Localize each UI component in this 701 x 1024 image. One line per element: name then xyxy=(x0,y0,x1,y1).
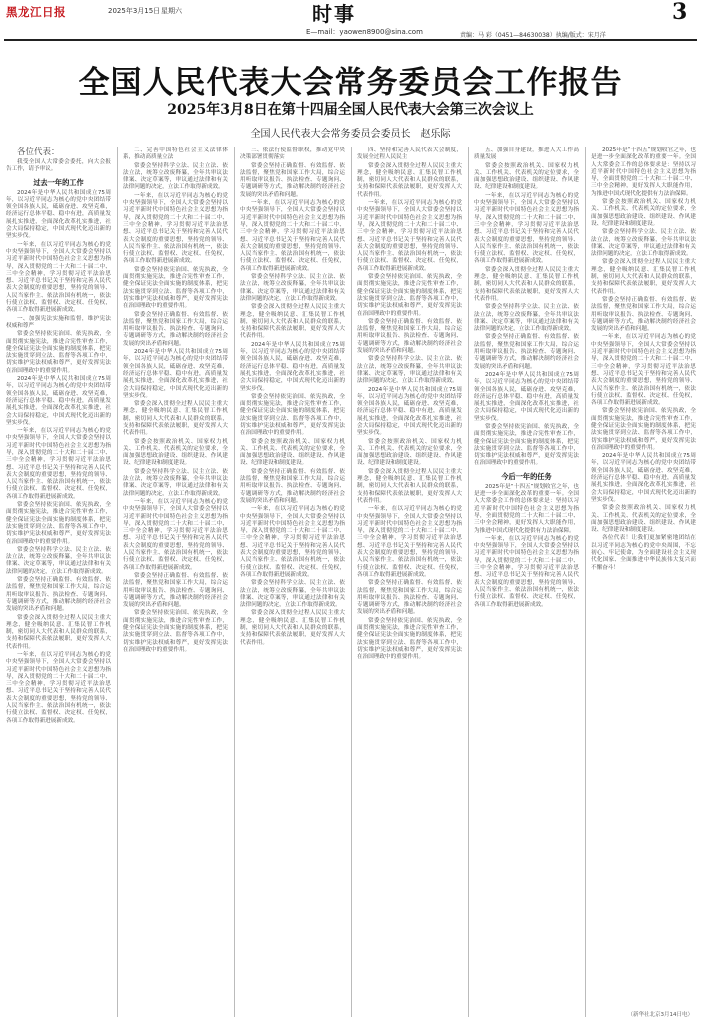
body-paragraph: 常委会坚持正确监督、有效监督、依法监督，聚焦党和国家工作大局，综合运用听取审议报告、执法检查、专题询问、专题调研等方式，推动解决制约经济社会发展的突出矛盾和问题。 xyxy=(240,162,345,198)
issue-weekday: 星期六 xyxy=(161,7,182,15)
body-paragraph: 常委会坚持依宪治国、依宪执政，全面贯彻实施宪法，推进合宪性审查工作，健全保证宪法全面实施的制度体系，把宪法实施贯穿到立法、监督等各项工作中，切实维护宪法权威和尊严，更好发挥宪法在治国理政中的重要作用。 xyxy=(240,393,345,437)
body-paragraph: 常委会坚持正确监督、有效监督、依法监督，聚焦党和国家工作大局，综合运用听取审议报告、执法检查、专题询问、专题调研等方式，推动解决制约经济社会发展的突出矛盾和问题。 xyxy=(591,296,696,333)
article-body xyxy=(6,147,696,1017)
body-paragraph: 常委会坚持正确监督、有效监督、依法监督，聚焦党和国家工作大局，综合运用听取审议报告、执法检查、专题询问、专题调研等方式，推动解决制约经济社会发展的突出矛盾和问题。 xyxy=(6,577,111,613)
body-paragraph: 常委会坚持科学立法、民主立法、依法立法，统筹立改废释纂，全年共审议法律案、决定草案等，审议通过法律和有关法律问题的决定，立法工作取得新成效。 xyxy=(123,468,228,497)
body-paragraph: 一年来，在以习近平同志为核心的党中央坚强领导下，全国人大常委会坚持以习近平新时代中国特色社会主义思想为指导，深入贯彻党的二十大和二十届二中、三中全会精神，学习贯彻习近平法治思想、习近平总书记关于坚持和完善人民代表大会制度的重要思想，坚持党的领导、人民当家作主、依法治国有机统一，依法行使立法权、监督权、决定权、任免权，各项工作取得新进展新成效。 xyxy=(474,192,579,265)
body-paragraph: 常委会深入贯彻全过程人民民主重大理念，健全吸纳民意、汇集民智工作机制，密切同人大代表和人民群众的联系，支持和保障代表依法履职，更好发挥人大代表作用。 xyxy=(357,468,462,504)
body-paragraph: 一、加强宪法实施和监督，维护宪法权威和尊严 xyxy=(6,315,111,329)
body-paragraph: 一年来，在以习近平同志为核心的党中央坚强领导下，全国人大常委会坚持以习近平新时代中国特色社会主义思想为指导，深入贯彻党的二十大和二十届二中、三中全会精神，学习贯彻习近平法治思想、习近平总书记关于坚持和完善人民代表大会制度的重要思想，坚持党的领导、人民当家作主、依法治国有机统一，依法行使立法权、监督权、决定权、任免权，各项工作取得新进展新成效。 xyxy=(123,498,228,571)
body-paragraph: 五、加强自身建设，推进人大工作高质量发展 xyxy=(474,147,579,161)
body-paragraph: 常委会坚持依宪治国、依宪执政，全面贯彻实施宪法，推进合宪性审查工作，健全保证宪法全面实施的制度体系，把宪法实施贯穿到立法、监督等各项工作中，切实维护宪法权威和尊严，更好发挥宪法在治国理政中的重要作用。 xyxy=(474,423,579,467)
body-paragraph: 一年来，在以习近平同志为核心的党中央坚强领导下，全国人大常委会坚持以习近平新时代中国特色社会主义思想为指导，深入贯彻党的二十大和二十届二中、三中全会精神，学习贯彻习近平法治思想、习近平总书记关于坚持和完善人民代表大会制度的重要思想，坚持党的领导、人民当家作主、依法治国有机统一，依法行使立法权、监督权、决定权、任免权，各项工作取得新进展新成效。 xyxy=(240,506,345,578)
body-paragraph: 常委会坚持依宪治国、依宪执政，全面贯彻实施宪法，推进合宪性审查工作，健全保证宪法全面实施的制度体系，把宪法实施贯穿到立法、监督等各项工作中，切实维护宪法权威和尊严，更好发挥宪法在治国理政中的重要作用。 xyxy=(123,610,228,653)
text-column-4 xyxy=(351,147,462,1017)
section-title: 时事 xyxy=(312,2,356,26)
body-paragraph: 一年来，在以习近平同志为核心的党中央坚强领导下，全国人大常委会坚持以习近平新时代中国特色社会主义思想为指导，深入贯彻党的二十大和二十届二中、三中全会精神，学习贯彻习近平法治思想、习近平总书记关于坚持和完善人民代表大会制度的重要思想，坚持党的领导、人民当家作主、依法治国有机统一，依法行使立法权、监督权、决定权、任免权，各项工作取得新进展新成效。 xyxy=(123,192,228,265)
body-paragraph: 三、依法行使监督职权，推动党中央决策部署贯彻落实 xyxy=(240,147,345,161)
body-paragraph: 常委会深入贯彻全过程人民民主重大理念，健全吸纳民意、汇集民智工作机制，密切同人大代表和人民群众的联系，支持和保障代表依法履职，更好发挥人大代表作用。 xyxy=(240,304,345,340)
text-column-3 xyxy=(234,147,345,1017)
body-paragraph: 常委会按照政治机关、国家权力机关、工作机关、代表机关的定位要求，全面加强思想政治建设、组织建设、作风建设、纪律建设和制度建设。 xyxy=(357,438,462,467)
body-paragraph: 常委会深入贯彻全过程人民民主重大理念，健全吸纳民意、汇集民智工作机制，密切同人大代表和人民群众的联系，支持和保障代表依法履职，更好发挥人大代表作用。 xyxy=(357,162,462,198)
article-headline: 全国人民代表大会常务委员会工作报告 xyxy=(78,65,623,101)
body-paragraph: 常委会坚持正确监督、有效监督、依法监督，聚焦党和国家工作大局，综合运用听取审议报告、执法检查、专题询问、专题调研等方式，推动解决制约经济社会发展的突出矛盾和问题。 xyxy=(123,572,228,609)
body-paragraph: 常委会按照政治机关、国家权力机关、工作机关、代表机关的定位要求，全面加强思想政治建设、组织建设、作风建设、纪律建设和制度建设。 xyxy=(591,199,696,227)
body-paragraph: 一年来，在以习近平同志为核心的党中央坚强领导下，全国人大常委会坚持以习近平新时代中国特色社会主义思想为指导，深入贯彻党的二十大和二十届二中、三中全会精神，学习贯彻习近平法治思想、习近平总书记关于坚持和完善人民代表大会制度的重要思想，坚持党的领导、人民当家作主、依法治国有机统一，依法行使立法权、监督权、决定权、任免权，各项工作取得新进展新成效。 xyxy=(591,334,696,407)
body-paragraph: 常委会深入贯彻全过程人民民主重大理念，健全吸纳民意、汇集民智工作机制，密切同人大代表和人民群众的联系，支持和保障代表依法履职，更好发挥人大代表作用。 xyxy=(240,610,345,646)
body-paragraph: 常委会坚持依宪治国、依宪执政，全面贯彻实施宪法，推进合宪性审查工作，健全保证宪法全面实施的制度体系，把宪法实施贯穿到立法、监督等各项工作中，切实维护宪法权威和尊严，更好发挥宪法在治国理政中的重要作用。 xyxy=(357,617,462,661)
section-heading-past-year: 过去一年的工作 xyxy=(33,177,84,187)
masthead-divider xyxy=(4,39,697,41)
body-paragraph: 常委会坚持科学立法、民主立法、依法立法，统筹立改废释纂，全年共审议法律案、决定草案等，审议通过法律和有关法律问题的决定，立法工作取得新成效。 xyxy=(240,580,345,609)
body-paragraph: 常委会坚持正确监督、有效监督、依法监督，聚焦党和国家工作大局，综合运用听取审议报告、执法检查、专题询问、专题调研等方式，推动解决制约经济社会发展的突出矛盾和问题。 xyxy=(357,318,462,355)
salutation: 各位代表： xyxy=(17,147,60,157)
body-paragraph: 一年来，在以习近平同志为核心的党中央坚强领导下，全国人大常委会坚持以习近平新时代中国特色社会主义思想为指导，深入贯彻党的二十大和二十届二中、三中全会精神，学习贯彻习近平法治思想、习近平总书记关于坚持和完善人民代表大会制度的重要思想，坚持党的领导、人民当家作主、依法治国有机统一，依法行使立法权、监督权、决定权、任免权，各项工作取得新进展新成效。 xyxy=(6,652,111,724)
body-paragraph: 二、完善中国特色社会主义法律体系，推动高质量立法 xyxy=(123,147,228,161)
contact-email[interactable]: E—mail：yaowen8900@sina.com xyxy=(306,28,423,36)
body-paragraph: 一年来，在以习近平同志为核心的党中央坚强领导下，全国人大常委会坚持以习近平新时代中国特色社会主义思想为指导，深入贯彻党的二十大和二十届二中、三中全会精神，学习贯彻习近平法治思想、习近平总书记关于坚持和完善人民代表大会制度的重要思想，坚持党的领导、人民当家作主、依法治国有机统一，依法行使立法权、监督权、决定权、任免权，各项工作取得新进展新成效。 xyxy=(357,506,462,578)
body-paragraph: 2025年是“十四五”规划收官之年，也是进一步全面深化改革的重要一年。全国人大常委会工作的总体要求是：坚持以习近平新时代中国特色社会主义思想为指导，全面贯彻党的二十大和二十届二中、三中全会精神，更好发挥人大职能作用，为推进中国式现代化提供有力法治保障。 xyxy=(591,147,696,197)
editor-credits: 责编：马 彩（0451—84630038）执编/版式：宋月洋 xyxy=(460,32,606,39)
body-paragraph: 2024年是中华人民共和国成立75周年，以习近平同志为核心的党中央团结带领全国各族人民，砥砺奋进、攻坚克难，经济运行总体平稳、稳中有进，高质量发展扎实推进，全面深化改革扎实推进，社会大局保持稳定，中国式现代化迈出新的坚实步伐。 xyxy=(240,341,345,392)
body-paragraph: 常委会深入贯彻全过程人民民主重大理念，健全吸纳民意、汇集民智工作机制，密切同人大代表和人民群众的联系，支持和保障代表依法履职，更好发挥人大代表作用。 xyxy=(123,401,228,437)
body-paragraph: 常委会坚持科学立法、民主立法、依法立法，统筹立改废释纂，全年共审议法律案、决定草案等，审议通过法律和有关法律问题的决定，立法工作取得新成效。 xyxy=(357,356,462,385)
body-paragraph: 2024年是中华人民共和国成立75周年，以习近平同志为核心的党中央团结带领全国各族人民，砥砺奋进、攻坚克难，经济运行总体平稳、稳中有进，高质量发展扎实推进，全面深化改革扎实推进，社会大局保持稳定，中国式现代化迈出新的坚实步伐。 xyxy=(357,386,462,437)
body-paragraph: 2024年是中华人民共和国成立75周年，以习近平同志为核心的党中央团结带领全国各族人民，砥砺奋进、攻坚克难，经济运行总体平稳、稳中有进，高质量发展扎实推进，全面深化改革扎实推进，社会大局保持稳定，中国式现代化迈出新的坚实步伐。 xyxy=(6,189,111,240)
body-paragraph: 常委会坚持正确监督、有效监督、依法监督，聚焦党和国家工作大局，综合运用听取审议报告、执法检查、专题询问、专题调研等方式，推动解决制约经济社会发展的突出矛盾和问题。 xyxy=(357,580,462,616)
body-paragraph: 常委会坚持依宪治国、依宪执政，全面贯彻实施宪法，推进合宪性审查工作，健全保证宪法全面实施的制度体系，把宪法实施贯穿到立法、监督等各项工作中，切实维护宪法权威和尊严，更好发挥宪法在治国理政中的重要作用。 xyxy=(123,266,228,310)
source-credit: （新华社北京3月14日电） xyxy=(627,1012,693,1018)
body-paragraph: 常委会坚持科学立法、民主立法、依法立法，统筹立改废释纂，全年共审议法律案、决定草案等，审议通过法律和有关法律问题的决定，立法工作取得新成效。 xyxy=(240,274,345,302)
page-number: 3 xyxy=(672,0,688,25)
body-paragraph: 2025年是“十四五”规划收官之年，也是进一步全面深化改革的重要一年。全国人大常委会工作的总体要求是：坚持以习近平新时代中国特色社会主义思想为指导，全面贯彻党的二十大和二十届二中、三中全会精神，更好发挥人大职能作用，为推进中国式现代化提供有力法治保障。 xyxy=(474,483,579,534)
text-column-6 xyxy=(585,147,696,1017)
closing-paragraph: 各位代表！让我们更加紧密地团结在以习近平同志为核心的党中央周围，不忘初心、牢记使命，为全面建设社会主义现代化国家、全面推进中华民族伟大复兴而不懈奋斗！ xyxy=(591,535,696,571)
body-paragraph: 常委会坚持正确监督、有效监督、依法监督，聚焦党和国家工作大局，综合运用听取审议报告、执法检查、专题询问、专题调研等方式，推动解决制约经济社会发展的突出矛盾和问题。 xyxy=(123,311,228,347)
body-paragraph: 2024年是中华人民共和国成立75周年，以习近平同志为核心的党中央团结带领全国各族人民，砥砺奋进、攻坚克难，经济运行总体平稳、稳中有进，高质量发展扎实推进，全面深化改革扎实推进，社会大局保持稳定，中国式现代化迈出新的坚实步伐。 xyxy=(474,371,579,422)
body-paragraph: 常委会坚持正确监督、有效监督、依法监督，聚焦党和国家工作大局，综合运用听取审议报告、执法检查、专题询问、专题调研等方式，推动解决制约经济社会发展的突出矛盾和问题。 xyxy=(474,334,579,370)
issue-date: 2025年3月15日 xyxy=(108,7,161,15)
section-heading-next-year: 今后一年的任务 xyxy=(501,471,552,481)
body-paragraph: 2024年是中华人民共和国成立75周年，以习近平同志为核心的党中央团结带领全国各族人民，砥砺奋进、攻坚克难，经济运行总体平稳、稳中有进，高质量发展扎实推进，全面深化改革扎实推进，社会大局保持稳定，中国式现代化迈出新的坚实步伐。 xyxy=(123,349,228,399)
body-paragraph: 常委会坚持正确监督、有效监督、依法监督，聚焦党和国家工作大局，综合运用听取审议报告、执法检查、专题询问、专题调研等方式，推动解决制约经济社会发展的突出矛盾和问题。 xyxy=(240,468,345,504)
text-column-1 xyxy=(6,147,111,1017)
body-paragraph: 一年来，在以习近平同志为核心的党中央坚强领导下，全国人大常委会坚持以习近平新时代中国特色社会主义思想为指导，深入贯彻党的二十大和二十届二中、三中全会精神，学习贯彻习近平法治思想、习近平总书记关于坚持和完善人民代表大会制度的重要思想，坚持党的领导、人民当家作主、依法治国有机统一，依法行使立法权、监督权、决定权、任免权，各项工作取得新进展新成效。 xyxy=(6,241,111,314)
body-paragraph: 常委会坚持依宪治国、依宪执政，全面贯彻实施宪法，推进合宪性审查工作，健全保证宪法全面实施的制度体系，把宪法实施贯穿到立法、监督等各项工作中，切实维护宪法权威和尊严，更好发挥宪法在治国理政中的重要作用。 xyxy=(6,331,111,374)
opening-paragraph: 我受全国人大常委会委托，向大会报告工作，请予审议。 xyxy=(6,159,111,173)
body-paragraph: 常委会深入贯彻全过程人民民主重大理念，健全吸纳民意、汇集民智工作机制，密切同人大代表和人民群众的联系，支持和保障代表依法履职，更好发挥人大代表作用。 xyxy=(6,614,111,650)
body-paragraph: 常委会坚持科学立法、民主立法、依法立法，统筹立改废释纂，全年共审议法律案、决定草案等，审议通过法律和有关法律问题的决定，立法工作取得新成效。 xyxy=(474,304,579,333)
body-paragraph: 2024年是中华人民共和国成立75周年，以习近平同志为核心的党中央团结带领全国各族人民，砥砺奋进、攻坚克难，经济运行总体平稳、稳中有进，高质量发展扎实推进，全面深化改革扎实推进，社会大局保持稳定，中国式现代化迈出新的坚实步伐。 xyxy=(6,376,111,426)
body-paragraph: 常委会按照政治机关、国家权力机关、工作机关、代表机关的定位要求，全面加强思想政治建设、组织建设、作风建设、纪律建设和制度建设。 xyxy=(123,438,228,467)
text-column-5 xyxy=(468,147,579,1017)
masthead xyxy=(0,0,701,40)
body-paragraph: 常委会坚持依宪治国、依宪执政，全面贯彻实施宪法，推进合宪性审查工作，健全保证宪法全面实施的制度体系，把宪法实施贯穿到立法、监督等各项工作中，切实维护宪法权威和尊严，更好发挥宪法在治国理政中的重要作用。 xyxy=(357,274,462,317)
body-paragraph: 常委会按照政治机关、国家权力机关、工作机关、代表机关的定位要求，全面加强思想政治建设、组织建设、作风建设、纪律建设和制度建设。 xyxy=(474,162,579,191)
body-paragraph: 一年来，在以习近平同志为核心的党中央坚强领导下，全国人大常委会坚持以习近平新时代中国特色社会主义思想为指导，深入贯彻党的二十大和二十届二中、三中全会精神，学习贯彻习近平法治思想、习近平总书记关于坚持和完善人民代表大会制度的重要思想，坚持党的领导、人民当家作主、依法治国有机统一，依法行使立法权、监督权、决定权、任免权，各项工作取得新进展新成效。 xyxy=(357,200,462,272)
article-byline: 全国人民代表大会常务委员会委员长 赵乐际 xyxy=(250,129,451,140)
body-paragraph: 常委会按照政治机关、国家权力机关、工作机关、代表机关的定位要求，全面加强思想政治建设、组织建设、作风建设、纪律建设和制度建设。 xyxy=(591,505,696,534)
body-paragraph: 常委会坚持依宪治国、依宪执政，全面贯彻实施宪法，推进合宪性审查工作，健全保证宪法全面实施的制度体系，把宪法实施贯穿到立法、监督等各项工作中，切实维护宪法权威和尊严，更好发挥宪法在治国理政中的重要作用。 xyxy=(6,502,111,545)
body-paragraph: 常委会深入贯彻全过程人民民主重大理念，健全吸纳民意、汇集民智工作机制，密切同人大代表和人民群众的联系，支持和保障代表依法履职，更好发挥人大代表作用。 xyxy=(591,259,696,295)
body-paragraph: 常委会坚持科学立法、民主立法、依法立法，统筹立改废释纂，全年共审议法律案、决定草案等，审议通过法律和有关法律问题的决定，立法工作取得新成效。 xyxy=(123,162,228,191)
body-paragraph: 四、坚持和完善人民代表大会制度，发展全过程人民民主 xyxy=(357,147,462,161)
body-paragraph: 一年来，在以习近平同志为核心的党中央坚强领导下，全国人大常委会坚持以习近平新时代中国特色社会主义思想为指导，深入贯彻党的二十大和二十届二中、三中全会精神，学习贯彻习近平法治思想、习近平总书记关于坚持和完善人民代表大会制度的重要思想，坚持党的领导、人民当家作主、依法治国有机统一，依法行使立法权、监督权、决定权、任免权，各项工作取得新进展新成效。 xyxy=(6,428,111,500)
article-subheadline: 2025年3月8日在第十四届全国人民代表大会第三次会议上 xyxy=(167,102,534,118)
body-paragraph: 常委会坚持依宪治国、依宪执政，全面贯彻实施宪法，推进合宪性审查工作，健全保证宪法全面实施的制度体系，把宪法实施贯穿到立法、监督等各项工作中，切实维护宪法权威和尊严，更好发挥宪法在治国理政中的重要作用。 xyxy=(591,408,696,451)
body-paragraph: 常委会坚持科学立法、民主立法、依法立法，统筹立改废释纂，全年共审议法律案、决定草案等，审议通过法律和有关法律问题的决定，立法工作取得新成效。 xyxy=(6,546,111,575)
body-paragraph: 一年来，在以习近平同志为核心的党中央坚强领导下，全国人大常委会坚持以习近平新时代中国特色社会主义思想为指导，深入贯彻党的二十大和二十届二中、三中全会精神，学习贯彻习近平法治思想、习近平总书记关于坚持和完善人民代表大会制度的重要思想，坚持党的领导、人民当家作主、依法治国有机统一，依法行使立法权、监督权、决定权、任免权，各项工作取得新进展新成效。 xyxy=(474,535,579,608)
newspaper-brand-logo: 黑龙江日报 xyxy=(6,5,66,19)
body-paragraph: 常委会深入贯彻全过程人民民主重大理念，健全吸纳民意、汇集民智工作机制，密切同人大代表和人民群众的联系，支持和保障代表依法履职，更好发挥人大代表作用。 xyxy=(474,266,579,302)
body-paragraph: 一年来，在以习近平同志为核心的党中央坚强领导下，全国人大常委会坚持以习近平新时代中国特色社会主义思想为指导，深入贯彻党的二十大和二十届二中、三中全会精神，学习贯彻习近平法治思想、习近平总书记关于坚持和完善人民代表大会制度的重要思想，坚持党的领导、人民当家作主、依法治国有机统一，依法行使立法权、监督权、决定权、任免权，各项工作取得新进展新成效。 xyxy=(240,200,345,272)
text-column-2 xyxy=(117,147,228,1017)
body-paragraph: 常委会坚持科学立法、民主立法、依法立法，统筹立改废释纂，全年共审议法律案、决定草案等，审议通过法律和有关法律问题的决定，立法工作取得新成效。 xyxy=(591,229,696,258)
body-paragraph: 2024年是中华人民共和国成立75周年，以习近平同志为核心的党中央团结带领全国各族人民，砥砺奋进、攻坚克难，经济运行总体平稳、稳中有进，高质量发展扎实推进，全面深化改革扎实推进，社会大局保持稳定，中国式现代化迈出新的坚实步伐。 xyxy=(591,453,696,503)
body-paragraph: 常委会按照政治机关、国家权力机关、工作机关、代表机关的定位要求，全面加强思想政治建设、组织建设、作风建设、纪律建设和制度建设。 xyxy=(240,438,345,467)
